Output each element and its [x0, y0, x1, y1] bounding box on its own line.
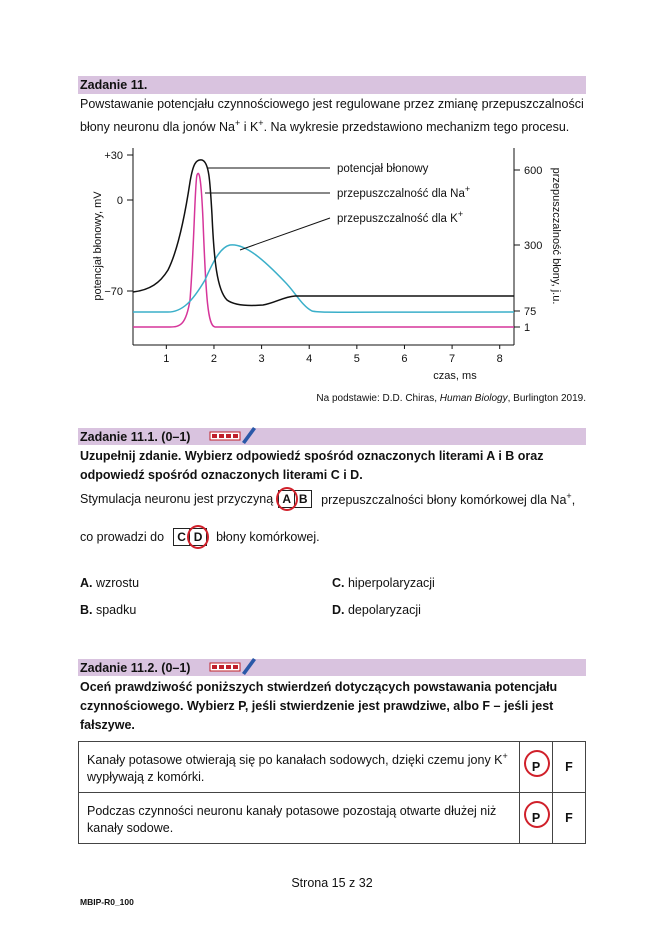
x-tick-label: 6: [401, 353, 408, 365]
table-row: [79, 742, 586, 793]
annotation-label: potencjał błonowy: [337, 163, 429, 175]
true-false-table: [78, 741, 586, 844]
chart-source: Na podstawie: D.D. Chiras, Human Biology, Burlington 2019.: [316, 393, 586, 404]
option-a: A. wzrostu: [80, 576, 140, 590]
answer-circle-p: [524, 801, 550, 828]
task1-instr-line-1: Uzupełnij zdanie. Wybierz odpowiedź spośród oznaczonych literami A i B oraz: [80, 449, 544, 463]
y-left-axis-label: potencjał błonowy, mV: [92, 191, 104, 301]
table-row: [79, 793, 586, 844]
sentence-1-start: Stymulacja neuronu jest przyczyną: [80, 492, 274, 506]
membrane-potential-line: [133, 160, 514, 306]
option-p-cell[interactable]: P: [520, 793, 553, 844]
intro-line-1: Powstawanie potencjału czynnościowego jest regulowane przez zmianę przepuszczalności: [80, 97, 584, 111]
y-left-tick-label: +30: [104, 150, 123, 162]
task2-title: Zadanie 11.2. (0–1): [80, 661, 191, 675]
y-left-tick-label: 0: [116, 195, 123, 207]
annotation-leader-k: [240, 218, 330, 250]
x-tick-label: 5: [353, 353, 360, 365]
action-potential-chart: [0, 0, 664, 420]
task2-instr-line-2: czynnościowego. Wybierz P, jeśli stwierdzenie jest prawdziwe, albo F – jeśli jest: [80, 699, 554, 713]
y-right-tick-label: 1: [524, 322, 531, 334]
y-right-tick-label: 75: [524, 306, 537, 318]
task1-instructions: [80, 447, 544, 485]
choice-b-box[interactable]: B: [295, 490, 312, 508]
task-title: Zadanie 11.: [80, 78, 148, 92]
sentence-1: Stymulacja neuronu jest przyczyną A B przepuszczalności błony komórkowej dla Na+,: [80, 490, 575, 508]
doc-code: MBIP-R0_100: [80, 897, 134, 907]
option-c: C. hiperpolaryzacji: [332, 576, 435, 590]
sentence-2-end: błony komórkowej.: [216, 530, 320, 544]
statement-cell: Kanały potasowe otwierają się po kanałach sodowych, dzięki czemu jony K+ wypływają z komórki.: [79, 742, 520, 793]
choice-d-box[interactable]: D: [190, 528, 207, 546]
sentence-2-start: co prowadzi do: [80, 530, 165, 544]
x-tick-label: 3: [258, 353, 265, 365]
choice-a-box[interactable]: A: [278, 490, 295, 508]
x-tick-label: 2: [210, 353, 218, 365]
option-f-cell[interactable]: F: [553, 793, 586, 844]
task2-instr-line-3: fałszywe.: [80, 718, 135, 732]
option-d: D. depolaryzacji: [332, 603, 421, 617]
option-b: B. spadku: [80, 603, 137, 617]
y-right-axis-label: przepuszczalność błony, j.u.: [550, 167, 562, 305]
sentence-1-end: przepuszczalności błony komórkowej dla Na: [321, 493, 567, 508]
pencil-icon: [209, 656, 259, 676]
answer-circle-d: [187, 525, 209, 549]
statement-cell: Podczas czynności neuronu kanały potasowe pozostają otwarte dłużej niż kanały sodowe.: [79, 793, 520, 844]
answer-circle-p: [524, 750, 550, 777]
annotation-label: przepuszczalność dla Na+: [337, 184, 471, 200]
x-tick-label: 8: [496, 353, 503, 365]
y-right-tick-label: 300: [524, 240, 543, 252]
x-tick-label: 1: [163, 353, 170, 365]
task1-instr-line-2: odpowiedź spośród oznaczonych literami C i D.: [80, 468, 363, 482]
sentence-2: [80, 528, 320, 546]
x-tick-label: 7: [449, 353, 456, 365]
y-left-tick-label: −70: [104, 286, 123, 298]
option-p-cell[interactable]: P: [520, 742, 553, 793]
pencil-icon: [209, 425, 259, 445]
option-f-cell[interactable]: F: [553, 742, 586, 793]
y-right-tick-label: 600: [524, 165, 543, 177]
task2-instr-line-1: Oceń prawdziwość poniższych stwierdzeń dotyczących powstawania potencjału: [80, 680, 558, 694]
task2-instructions: [80, 678, 557, 735]
intro-line-2: błony neuronu dla jonów Na+ i K+. Na wykresie przedstawiono mechanizm tego procesu.: [80, 118, 570, 135]
annotation-label: przepuszczalność dla K+: [337, 209, 464, 225]
task1-title: Zadanie 11.1. (0–1): [80, 430, 191, 444]
page-number: Strona 15 z 32: [291, 876, 373, 890]
choice-c-box[interactable]: C: [173, 528, 190, 546]
x-axis-label: czas, ms: [433, 370, 477, 382]
x-tick-label: 4: [306, 353, 313, 365]
